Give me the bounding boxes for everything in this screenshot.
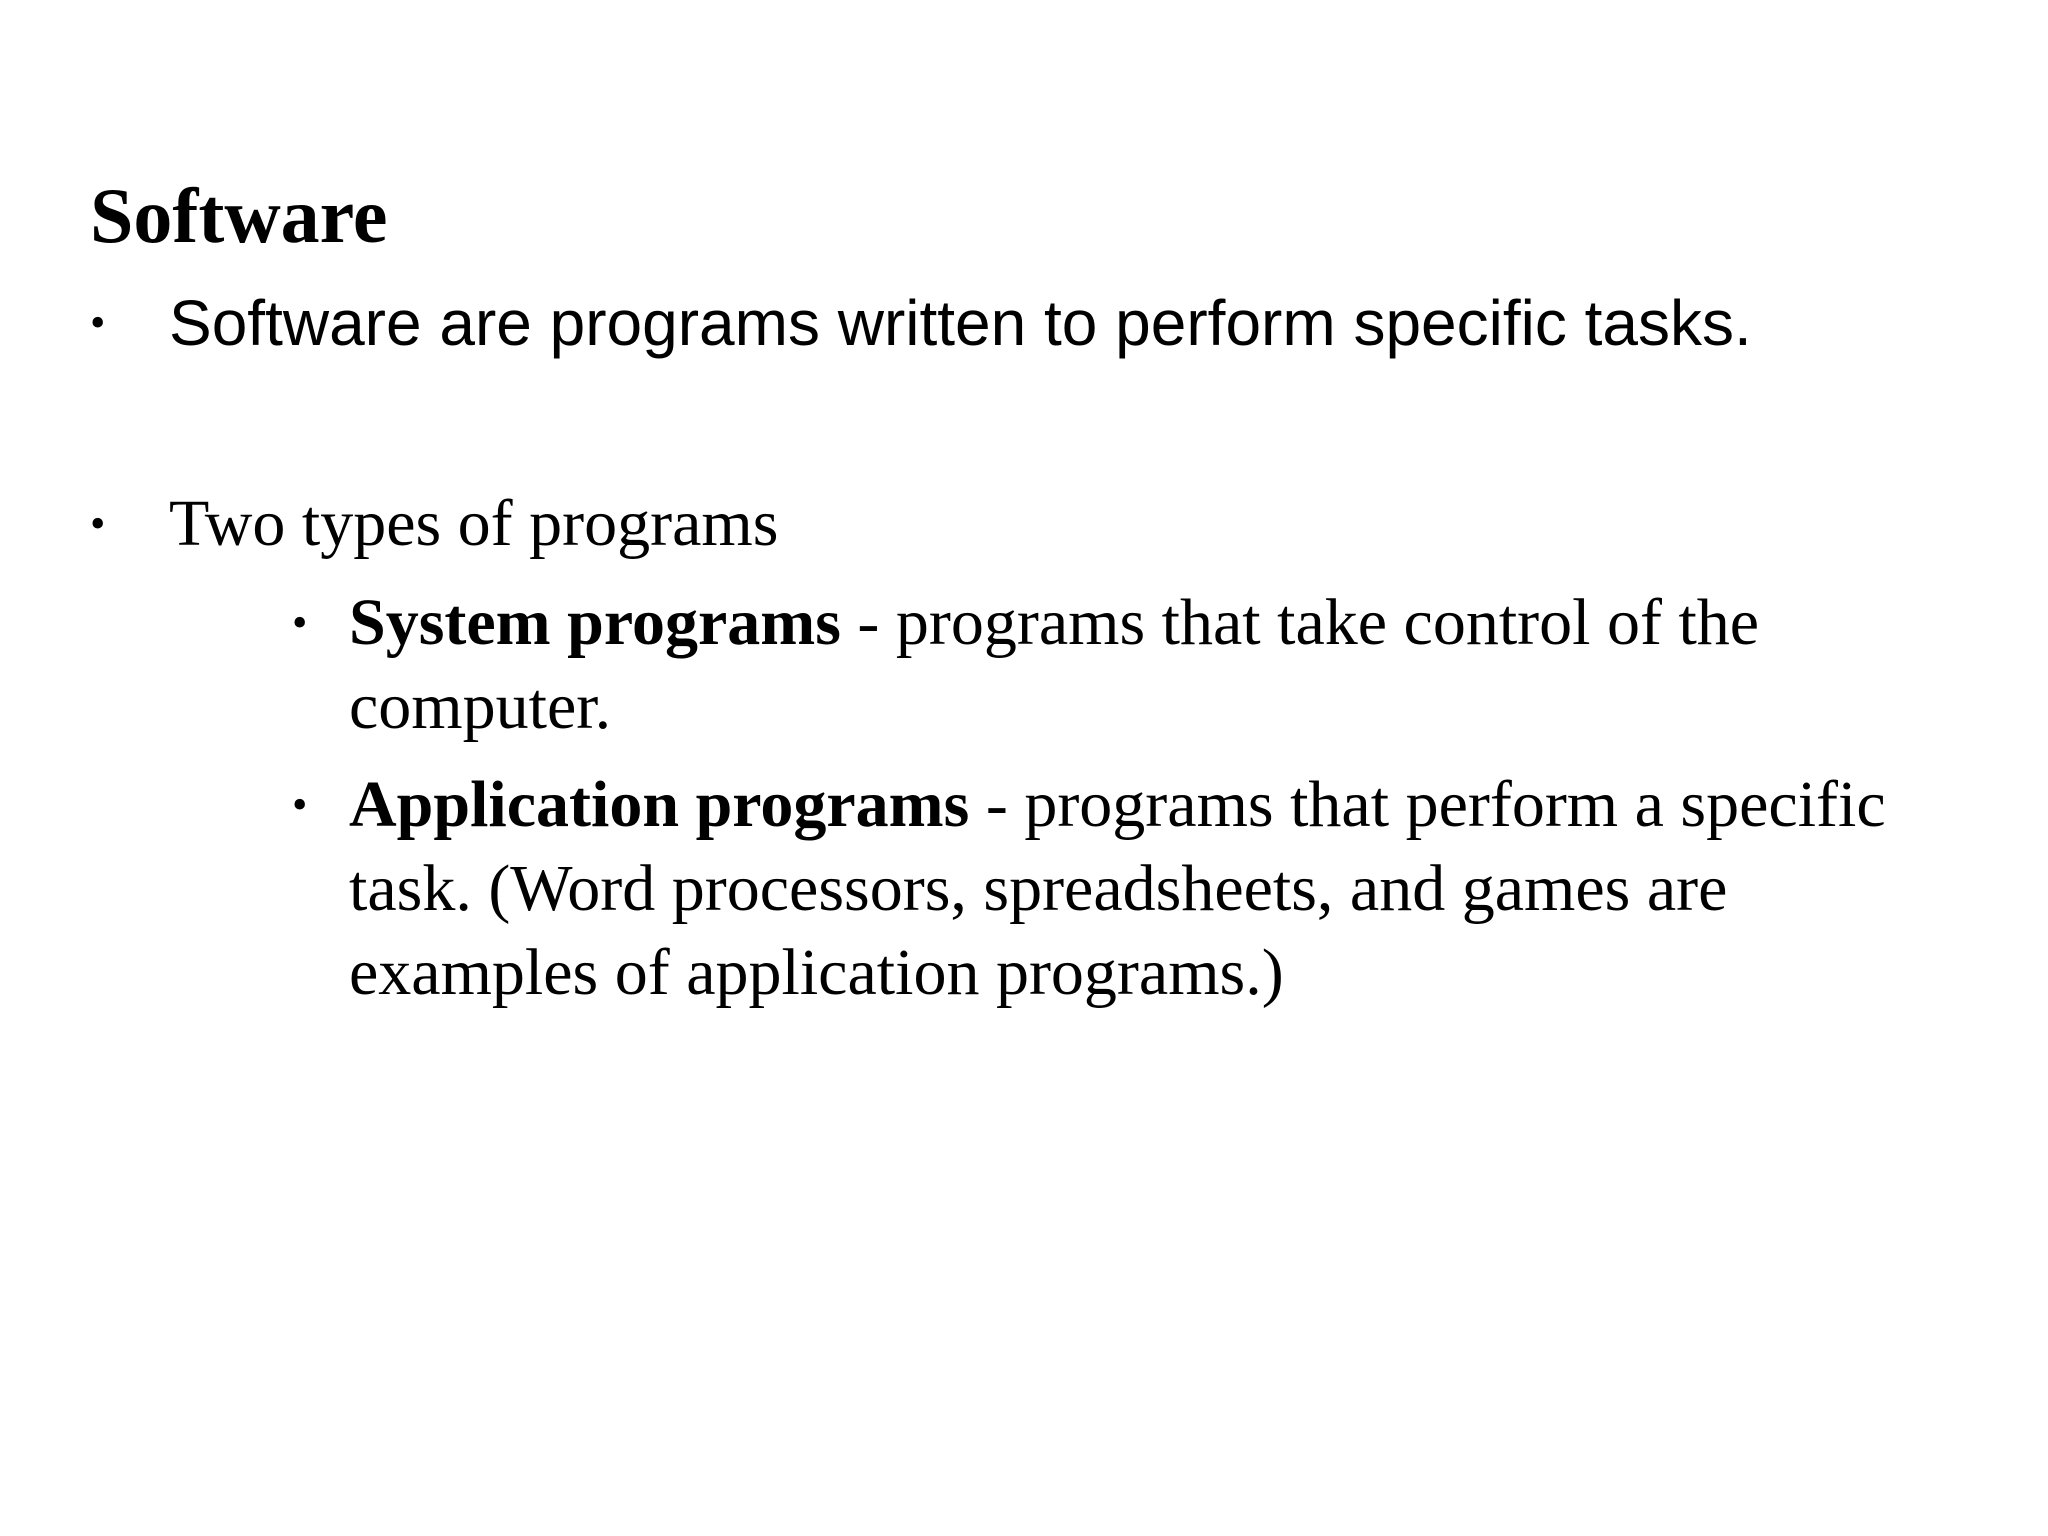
sub-bullet-system-programs [292, 581, 1992, 749]
term-application-programs: Application programs [349, 768, 970, 841]
sub-bullet-marker: • [292, 598, 308, 647]
bullet-text: Software are programs written to perform specific tasks. [169, 287, 1752, 359]
term-system-programs: System programs [349, 586, 841, 659]
bullet-text: Two types of programs [169, 487, 779, 560]
description-application-programs: - programs that perform a specific task. (Word processors, spreadsheets, and games are examples of application programs.) [349, 768, 1886, 1009]
bullet-program-types [90, 478, 778, 570]
description-system-programs: - programs that take control of the computer. [349, 586, 1760, 743]
sub-bullet-text [349, 581, 1969, 749]
bullet-marker: • [90, 298, 106, 347]
slide-title: Software [90, 172, 388, 259]
bullet-software-definition [90, 282, 1752, 364]
sub-bullet-text [349, 763, 1969, 1015]
bullet-marker: • [90, 499, 106, 548]
sub-bullet-application-programs [292, 763, 1992, 1015]
sub-bullet-marker: • [292, 780, 308, 829]
